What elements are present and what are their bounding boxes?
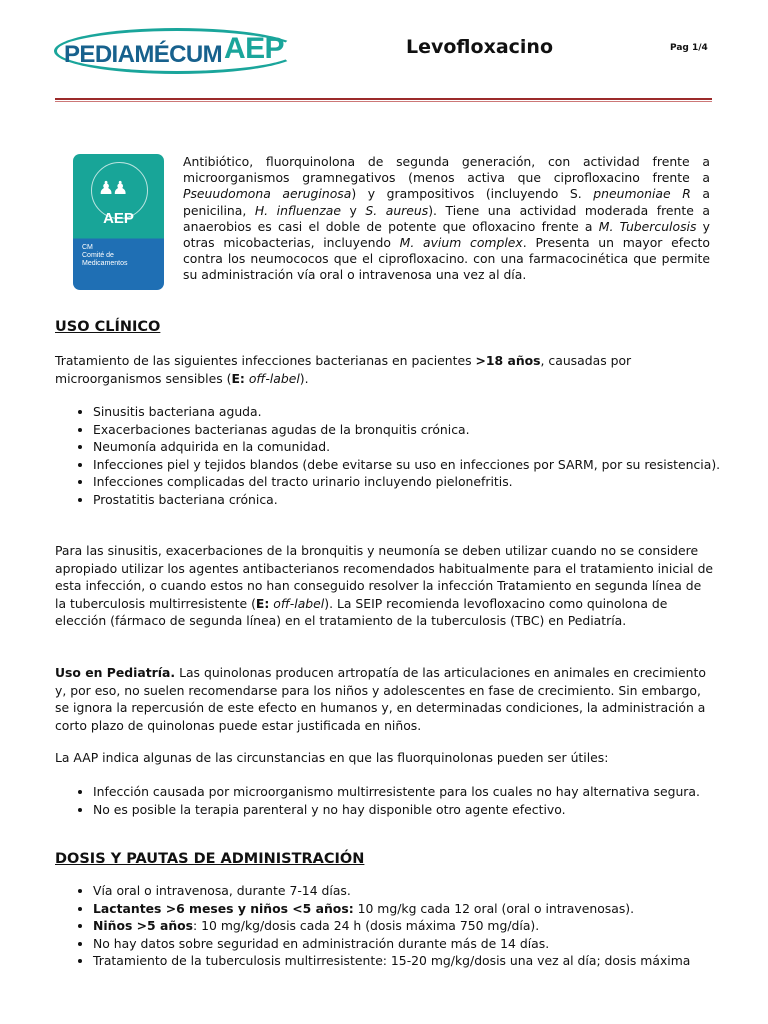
page-header (0, 0, 768, 110)
list-item: • No hay datos sobre seguridad en administración durante más de 14 días. (93, 935, 733, 953)
page-number: Pag 1/4 (670, 43, 708, 53)
list-item: • Exacerbaciones bacterianas agudas de la bronquitis crónica. (93, 421, 733, 439)
aap-circumstances-list (75, 783, 733, 818)
section-heading-dosis: DOSIS Y PAUTAS DE ADMINISTRACIÓN (55, 851, 365, 867)
header-divider-thin (55, 101, 712, 102)
pediatric-use-paragraph: Uso en Pediatría. Las quinolonas producen artropatía de las articulaciones en animales en crecimiento y, por eso, no suelen recomendarse para los niños y adolescentes en fase de crecimiento. Sin embargo, se ignora la repercusión de este efecto en humanos y, en determinadas condiciones, la administración a corto plazo de quinolonas puede estar justificada en niños. (55, 665, 706, 733)
list-item: • No es posible la terapia parenteral y no hay disponible otro agente efectivo. (93, 801, 733, 819)
badge-label: AEP (103, 210, 134, 227)
list-item: • Infecciones piel y tejidos blandos (debe evitarse su uso en infecciones por SARM, por su resistencia). (93, 456, 733, 474)
list-item: • Sinusitis bacteriana aguda. (93, 403, 733, 421)
list-item: • Neumonía adquirida en la comunidad. (93, 438, 733, 456)
list-item: • Infección causada por microorganismo multirresistente para los cuales no hay alternativa segura. (93, 783, 733, 801)
list-item: • Infecciones complicadas del tracto urinario incluyendo pielonefritis. (93, 473, 733, 491)
header-divider (55, 98, 712, 100)
badge-committee-text: CM Comité de Medicamentos (82, 244, 128, 267)
list-item: • Lactantes >6 meses y niños <5 años: 10 mg/kg cada 12 oral (oral o intravenosas). (93, 900, 733, 918)
section-heading-uso-clinico: USO CLÍNICO (55, 319, 161, 335)
dosing-list (75, 882, 733, 970)
indications-list (75, 403, 733, 509)
sinusitis-paragraph: Para las sinusitis, exacerbaciones de la bronquitis y neumonía se deben utilizar cuando no se considere apropiado utilizar los agentes antibacterianos recomendados habitualmente para el tratamiento inicial de esta infección, o cuando estos no han conseguido resolver la infección Tratamiento en segunda línea de la tuberculosis multirresistente (E: off-label). La SEIP recomienda levofloxacino como quinolona de elección (fármaco de segunda línea) en el tratamiento de la tuberculosis (TBC) en Pediatría. (55, 543, 714, 629)
intro-paragraph: Antibiótico, fluorquinolona de segunda generación, con actividad frente a microorganismos gramnegativos (menos activa que ciprofloxacino frente a Pseuudomona aeruginosa) y grampositivos (incluyendo S. pneumoniae R a penicilina, H. influenzae y S. aureus). Tiene una actividad moderada frente a anaerobios es casi el doble de potente que ofloxacino frente a M. Tuberculosis y otras micobacterias, incluyendo M. avium complex. Presenta un mayor efecto contra los neumococos que el ciprofloxacino. con una farmacocinética que permite su administración vía oral o intravenosa una vez al día. (183, 154, 711, 283)
family-icon: ♟♟ (98, 178, 127, 199)
aap-paragraph: La AAP indica algunas de las circunstancias en que las fluorquinolonas pueden ser útiles: (55, 750, 609, 765)
uso-lead-paragraph: Tratamiento de las siguientes infecciones bacterianas en pacientes >18 años, causadas por microorganismos sensibles (E: off-label). (55, 353, 632, 386)
logo-suffix: AEP (224, 32, 284, 65)
aep-committee-badge (73, 154, 164, 290)
list-item: • Prostatitis bacteriana crónica. (93, 491, 733, 509)
pediamecum-logo (54, 24, 304, 80)
logo-text: PEDIAMÉCUM (64, 41, 223, 68)
document-title: Levofloxacino (406, 36, 553, 58)
list-item: • Tratamiento de la tuberculosis multirresistente: 15-20 mg/kg/dosis una vez al día; dosis máxima (93, 952, 733, 970)
list-item: • Vía oral o intravenosa, durante 7-14 días. (93, 882, 733, 900)
list-item: • Niños >5 años: 10 mg/kg/dosis cada 24 h (dosis máxima 750 mg/día). (93, 917, 733, 935)
